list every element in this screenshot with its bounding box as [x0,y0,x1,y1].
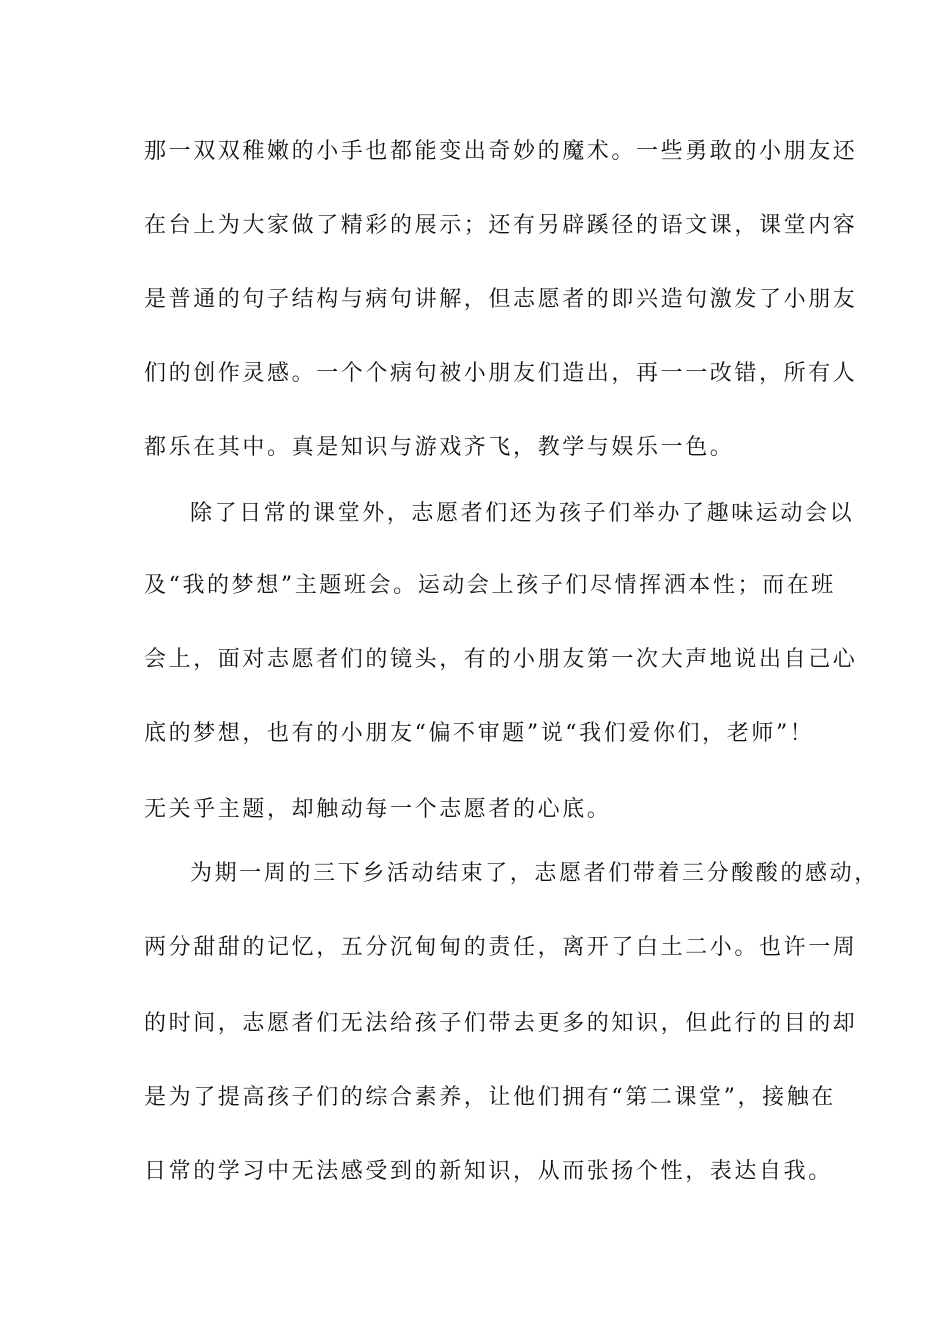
paragraph-2-line-1: 除了日常的课堂外，志愿者们还为孩子们举办了趣味运动会以 [190,501,855,526]
paragraph-1-line-1: 那一双双稚嫩的小手也都能变出奇妙的魔术。一些勇敢的小朋友还 [144,139,858,164]
paragraph-3-line-1: 为期一周的三下乡活动结束了，志愿者们带着三分酸酸的感动， [190,861,879,886]
paragraph-2-line-5: 无关乎主题，却触动每一个志愿者的心底。 [144,797,612,822]
paragraph-3-line-4: 是为了提高孩子们的综合素养，让他们拥有“第二课堂”，接触在 [144,1085,836,1110]
paragraph-2-line-3: 会上，面对志愿者们的镜头，有的小朋友第一次大声地说出自己心 [144,647,858,672]
paragraph-1-line-4: 们的创作灵感。一个个病句被小朋友们造出，再一一改错，所有人 [144,361,858,386]
paragraph-3-line-5: 日常的学习中无法感受到的新知识，从而张扬个性，表达自我。 [144,1159,833,1184]
paragraph-3-line-2: 两分甜甜的记忆，五分沉甸甸的责任，离开了白土二小。也许一周 [144,935,858,960]
paragraph-1-line-5: 都乐在其中。真是知识与游戏齐飞，教学与娱乐一色。 [144,435,735,460]
paragraph-1-line-2: 在台上为大家做了精彩的展示；还有另辟蹊径的语文课，课堂内容 [144,213,858,238]
paragraph-2-line-4: 底的梦想，也有的小朋友“偏不审题”说“我们爱你们，老师”！ [144,721,815,746]
paragraph-3-line-3: 的时间，志愿者们无法给孩子们带去更多的知识，但此行的目的却 [144,1011,858,1036]
paragraph-1-line-3: 是普通的句子结构与病句讲解，但志愿者的即兴造句激发了小朋友 [144,287,858,312]
paragraph-2-line-2: 及“我的梦想”主题班会。运动会上孩子们尽情挥洒本性；而在班 [144,573,836,598]
